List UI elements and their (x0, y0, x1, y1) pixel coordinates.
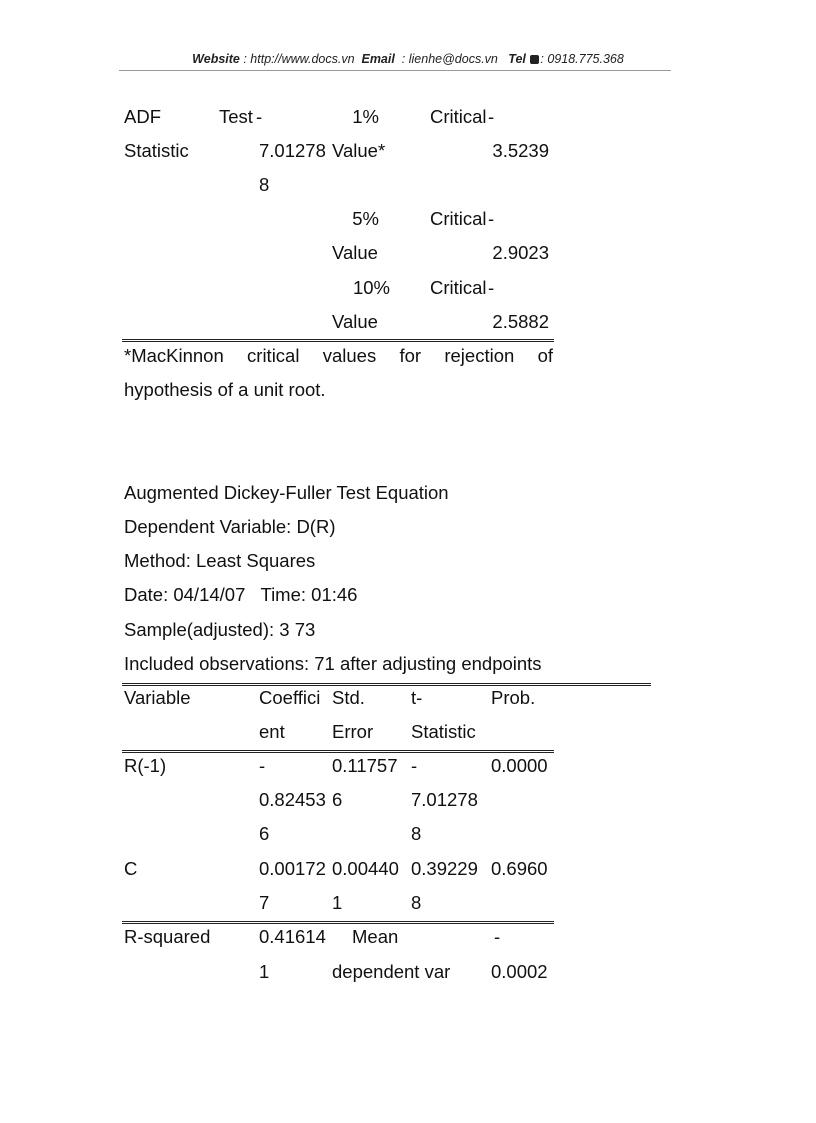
adf-value-10: Value (332, 311, 378, 332)
rsq-desc-a: Mean (352, 926, 399, 947)
tel-label: Tel (508, 52, 526, 66)
adf-10pct: 10% (352, 277, 390, 298)
adf-critical-5-value: 2.9023 (492, 242, 549, 263)
adf-critical-10-value: 2.5882 (492, 311, 549, 332)
sample-range: Sample(adjusted): 3 73 (124, 619, 316, 640)
page-header (0, 52, 816, 66)
header-std: Std. (332, 687, 365, 708)
adf-critical-10: Critical (430, 277, 487, 298)
method: Method: Least Squares (124, 550, 316, 571)
adf-statistic-value: 7.01278 (259, 140, 326, 161)
header-error: Error (332, 721, 374, 742)
header-divider (119, 70, 671, 71)
mackinnon-note-line1: *MacKinnon critical values for rejection of (124, 345, 553, 366)
row-r-coef-a: - (259, 755, 266, 776)
header-statistic: Statistic (411, 721, 476, 742)
adf-critical-1-value: 3.5239 (492, 140, 549, 161)
adf-critical-1-dash: - (488, 106, 495, 127)
adf-statistic-label: Statistic (124, 140, 189, 161)
row-r-prob: 0.0000 (491, 755, 548, 776)
row-c-std-a: 0.00440 (332, 858, 399, 879)
adf-dash: - (256, 106, 263, 127)
row-r-t-b: 7.01278 (411, 789, 478, 810)
rsq-value-b: 1 (259, 961, 270, 982)
row-r-std-a: 0.11757 (332, 755, 398, 776)
row-r-coef-b: 0.82453 (259, 789, 326, 810)
row-r-coef-c: 6 (259, 823, 270, 844)
rsq-desc-b: dependent var (332, 961, 451, 982)
row-r-variable: R(-1) (124, 755, 167, 776)
row-c-t-a: 0.39229 (411, 858, 478, 879)
rsq-value-a: 0.41614 (259, 926, 326, 947)
rsq-value2-a: - (494, 926, 501, 947)
adf-critical-5-dash: - (488, 208, 495, 229)
row-c-std-b: 1 (332, 892, 343, 913)
adf-table-divider (122, 339, 554, 342)
tel-value: : 0918.775.368 (540, 52, 624, 66)
row-r-t-a: - (411, 755, 418, 776)
rsq-label: R-squared (124, 926, 211, 947)
header-t: t- (411, 687, 423, 708)
coef-table-top-rule (122, 683, 651, 686)
equation-title: Augmented Dickey-Fuller Test Equation (124, 482, 449, 503)
phone-icon (530, 55, 539, 64)
adf-value-star: Value* (332, 140, 386, 161)
row-r-t-c: 8 (411, 823, 422, 844)
header-coefficient: Coeffici (259, 687, 321, 708)
adf-test-label: Test (219, 106, 253, 127)
row-c-coef-a: 0.00172 (259, 858, 326, 879)
mackinnon-note-line2: hypothesis of a unit root. (124, 379, 326, 400)
row-r-std-b: 6 (332, 789, 343, 810)
adf-value-5: Value (332, 242, 378, 263)
website-value[interactable]: : http://www.docs.vn (243, 52, 355, 66)
row-c-t-b: 8 (411, 892, 422, 913)
adf-statistic-value-cont: 8 (259, 174, 270, 195)
header-variable: Variable (124, 687, 191, 708)
date-time: Date: 04/14/07 Time: 01:46 (124, 584, 358, 605)
row-c-coef-b: 7 (259, 892, 270, 913)
included-observations: Included observations: 71 after adjusting endpoints (124, 653, 542, 674)
row-c-variable: C (124, 858, 138, 879)
dependent-variable: Dependent Variable: D(R) (124, 516, 336, 537)
coef-header-rule (122, 750, 554, 753)
adf-5pct: 5% (352, 208, 379, 229)
adf-1pct: 1% (352, 106, 379, 127)
header-prob: Prob. (491, 687, 536, 708)
email-value[interactable]: : lienhe@docs.vn (401, 52, 498, 66)
email-label: Email (361, 52, 395, 66)
row-c-prob: 0.6960 (491, 858, 548, 879)
website-label: Website (192, 52, 240, 66)
header-coefficient-cont: ent (259, 721, 285, 742)
adf-critical-5: Critical (430, 208, 487, 229)
coef-body-rule (122, 921, 554, 924)
rsq-value2-b: 0.0002 (491, 961, 548, 982)
adf-label: ADF (124, 106, 161, 127)
adf-critical-1: Critical (430, 106, 487, 127)
adf-critical-10-dash: - (488, 277, 495, 298)
